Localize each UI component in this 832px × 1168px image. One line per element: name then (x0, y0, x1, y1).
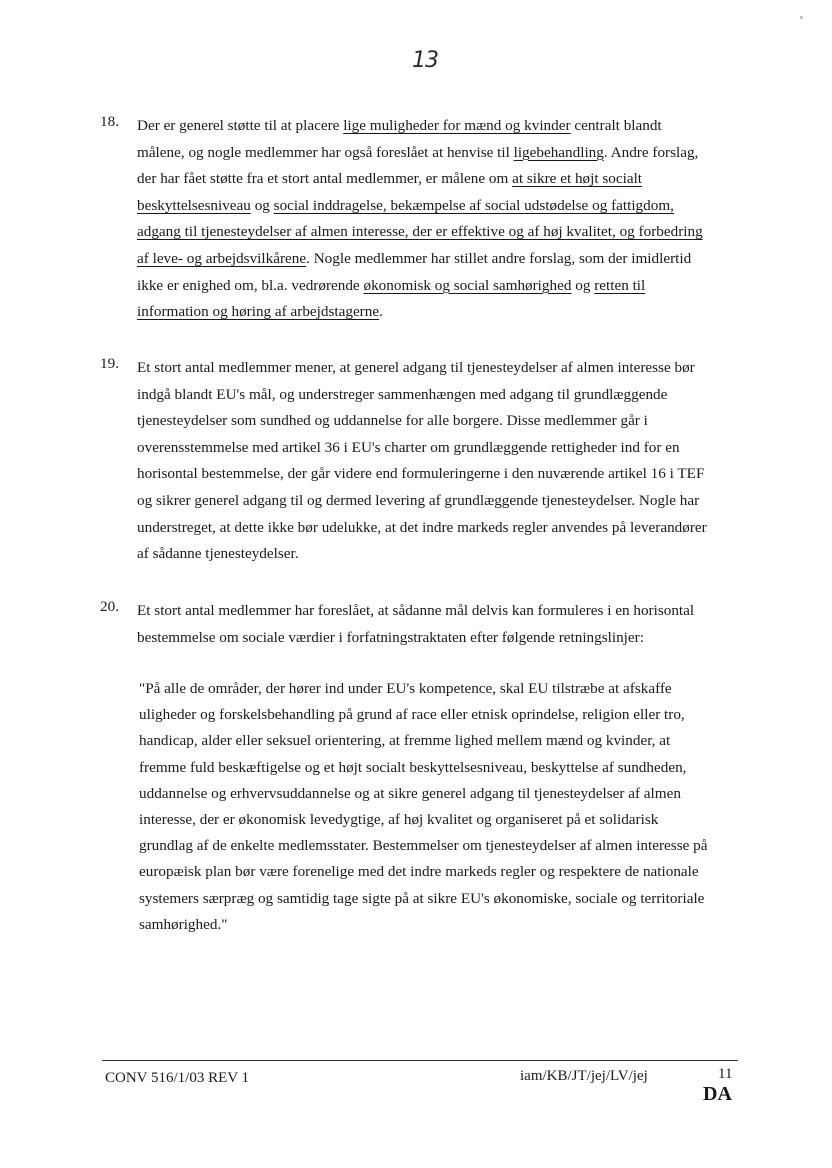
quote-line: grundlag af de enkelte medlemsstater. Bestemmelser om tjenesteydelser af almen interesse på (139, 837, 708, 855)
footer-language-code: DA (703, 1083, 732, 1105)
quoted-provision (139, 680, 739, 942)
text-line (137, 193, 740, 220)
paragraph-body (137, 598, 740, 651)
text-segment: ikke er enighed om, bl.a. vedrørende (137, 276, 364, 294)
text-segment: horisontal bestemmelse, der går videre end formuleringerne i den nuværende artikel 16 i TEF (137, 465, 705, 483)
text-line (137, 435, 740, 462)
text-segment: . Andre forslag, (603, 143, 699, 161)
text-line (137, 598, 740, 625)
text-segment: og sikrer generel adgang til og dermed levering af grundlæggende tjenesteydelser. Nogle har (137, 491, 700, 509)
footer-initials: iam/KB/JT/jej/LV/jej (520, 1068, 648, 1084)
text-line (137, 488, 740, 515)
quote-line: systemers særpræg og samtidig tage sigte på at sikre EU's økonomiske, sociale og territoriale (139, 889, 705, 907)
underlined-phrase: at sikre et højt socialt (512, 170, 643, 188)
quote-line: uddannelse og erhvervsuddannelse og at sikre generel adgang til tjenesteydelser af almen (139, 784, 681, 802)
paragraph-19 (100, 355, 740, 568)
text-segment: Et stort antal medlemmer mener, at generel adgang til tjenesteydelser af almen interesse bør (137, 359, 695, 376)
text-segment: understreget, at dette ikke bør udelukke, at det indre markeds regler anvendes på leverandører (137, 518, 707, 536)
handwritten-page-number: 13 (412, 48, 438, 73)
underlined-phrase: retten til (594, 276, 646, 294)
footer-document-reference: CONV 516/1/03 REV 1 (105, 1070, 250, 1086)
text-segment: bestemmelse om sociale værdier i forfatningstraktaten efter følgende retningslinjer: (137, 628, 644, 646)
text-segment: Et stort antal medlemmer har foreslået, at sådanne mål delvis kan formuleres i en horisontal (137, 602, 695, 619)
text-segment: af sådanne tjenesteydelser. (137, 545, 299, 563)
text-segment: og (571, 276, 595, 294)
text-segment: målene, og nogle medlemmer har også foreslået at henvise til (137, 143, 514, 161)
quote-line: uligheder og forskelsbehandling på grund af race eller etnisk oprindelse, religion eller tro, (139, 706, 685, 724)
text-line (137, 625, 740, 652)
text-segment: indgå blandt EU's mål, og understreger sammenhængen med adgang til grundlæggende (137, 385, 668, 403)
text-segment: der har fået støtte fra et stort antal medlemmer, er målene om (137, 170, 513, 188)
scan-speck (800, 16, 803, 19)
text-line (137, 515, 740, 542)
text-line (137, 355, 740, 382)
text-segment: overensstemmelse med artikel 36 i EU's charter om grundlæggende rettigheder ind for en (137, 438, 680, 456)
text-segment: . (379, 303, 383, 321)
underlined-phrase: adgang til tjenesteydelser af almen interesse, der er effektive og af høj kvalitet, og forbedring (137, 223, 703, 241)
quote-line: fremme fuld beskæftigelse og et højt socialt beskyttelsesniveau, beskyttelse af sundheden, (139, 758, 687, 776)
quote-line: "På alle de områder, der hører ind under EU's kompetence, skal EU tilstræbe at afskaffe (139, 680, 672, 697)
paragraph-body (137, 355, 740, 568)
underlined-phrase: lige muligheder for mænd og kvinder (343, 117, 571, 134)
paragraph-20 (100, 598, 740, 651)
text-line (137, 166, 740, 193)
text-line (137, 113, 740, 140)
text-segment: tjenesteydelser som sundhed og uddannelse for alle borgere. Disse medlemmer går i (137, 412, 648, 430)
text-line (137, 541, 740, 568)
text-segment: centralt blandt (570, 117, 662, 134)
underlined-phrase: beskyttelsesniveau (137, 196, 251, 214)
text-segment: . Nogle medlemmer har stillet andre forslag, som der imidlertid (306, 249, 692, 267)
underlined-phrase: information og høring af arbejdstagerne (137, 303, 380, 321)
quote-line: interesse, der er økonomisk levedygtige, af høj kvalitet og organiseret på et solidarisk (139, 810, 659, 828)
text-line (137, 140, 740, 167)
quote-line: europæisk plan bør være forenelige med det indre markeds regler og respektere de nationale (139, 863, 699, 881)
underlined-phrase: af leve- og arbejdsvilkårene (137, 249, 307, 267)
underlined-phrase: økonomisk og social samhørighed (363, 276, 572, 294)
paragraph-number: 20. (100, 598, 119, 615)
paragraph-number: 19. (100, 355, 119, 372)
text-line (137, 219, 740, 246)
text-line (137, 299, 740, 326)
quote-line: handicap, alder eller seksuel orientering, at fremme lighed mellem mænd og kvinder, at (139, 732, 671, 750)
paragraph-18 (100, 113, 740, 326)
paragraph-body (137, 113, 740, 326)
text-line (137, 246, 740, 273)
footer-divider (102, 1060, 738, 1061)
text-line (137, 382, 740, 409)
text-segment: Der er generel støtte til at placere (137, 117, 344, 134)
text-line (137, 461, 740, 488)
underlined-phrase: ligebehandling (513, 143, 604, 161)
footer-page-number: 11 (718, 1066, 733, 1082)
paragraph-number: 18. (100, 113, 119, 130)
underlined-phrase: social inddragelse, bekæmpelse af social udstødelse og fattigdom, (273, 196, 674, 214)
text-line (137, 273, 740, 300)
text-segment: og (250, 196, 274, 214)
quote-line: samhørighed." (139, 915, 228, 933)
text-line (137, 408, 740, 435)
